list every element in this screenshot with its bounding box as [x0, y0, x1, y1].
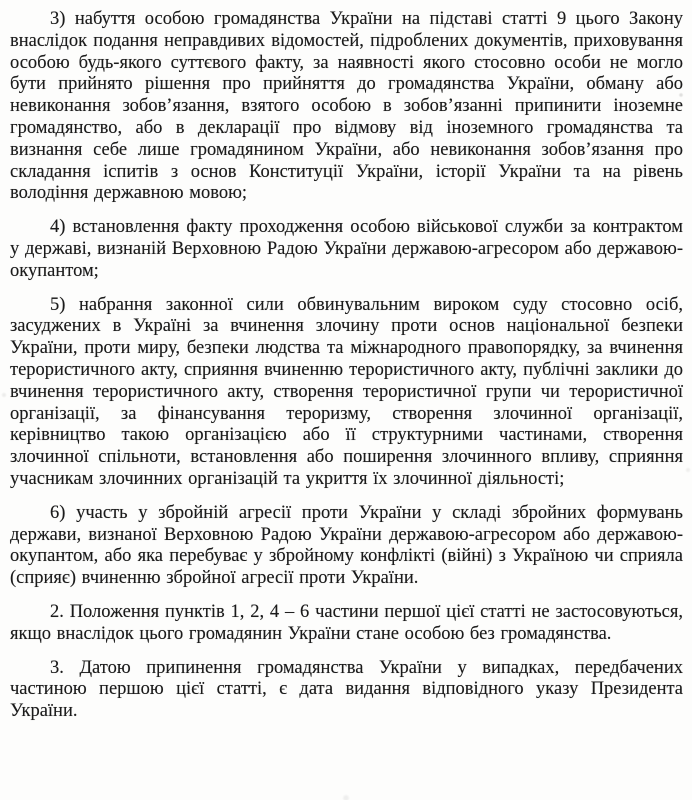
part-2-paragraph: 2. Положення пунктів 1, 2, 4 – 6 частини першої цієї статті не застосовуються, якщо внаслідок цього громадянин України стане особою без громадянства.: [10, 601, 683, 644]
clause-item-5-paragraph: 5) набрання законної сили обвинувальним вироком суду стосовно осіб, засуджених в Україні за вчинення злочину проти основ національної безпеки України, проти миру, безпеки людства та міжнародного правопорядку, за вчинення терористичного акту, сприяння вчиненню терористичного акту, публічні заклики до вчинення терористичного акту, створення терористичної групи чи терористичної організації, за фінансування тероризму, створення злочинної організації, керівництво такою організацією або її структурними частинами, створення злочинної спільноти, встановлення або поширення злочинного впливу, сприяння учасникам злочинних організацій та укриття їх злочинної діяльності;: [10, 294, 683, 489]
clause-item-6-paragraph: 6) участь у збройній агресії проти України у складі збройних формувань держави, визнаної Верховною Радою України державою-агресором або державою-окупантом, або яка перебуває у збройному конфлікті (війні) з Україною чи сприяла (сприяє) вчиненню збройної агресії проти України.: [10, 502, 683, 589]
clause-item-3-paragraph: 3) набуття особою громадянства України на підставі статті 9 цього Закону внаслідок подання неправдивих відомостей, підроблених документів, приховування особою будь-якого суттєвого факту, за наявності якого стосовно особи не могло бути прийнято рішення про прийняття до громадянства України, обману або невиконання зобов’язання, взятого особою в зобов’язанні припинити іноземне громадянство, або в декларації про відмову від іноземного громадянства та визнання себе лише громадянином України, або невиконання зобов’язання про складання іспитів з основ Конституції України, історії України та на рівень володіння державною мовою;: [10, 9, 683, 204]
clause-item-4-paragraph: 4) встановлення факту проходження особою військової служби за контрактом у державі, визнаній Верховною Радою України державою-агресором або державою-окупантом;: [10, 217, 683, 281]
part-3-paragraph: 3. Датою припинення громадянства України у випадках, передбачених частиною першою цієї статті, є дата видання відповідного указу Президента України.: [10, 657, 683, 722]
